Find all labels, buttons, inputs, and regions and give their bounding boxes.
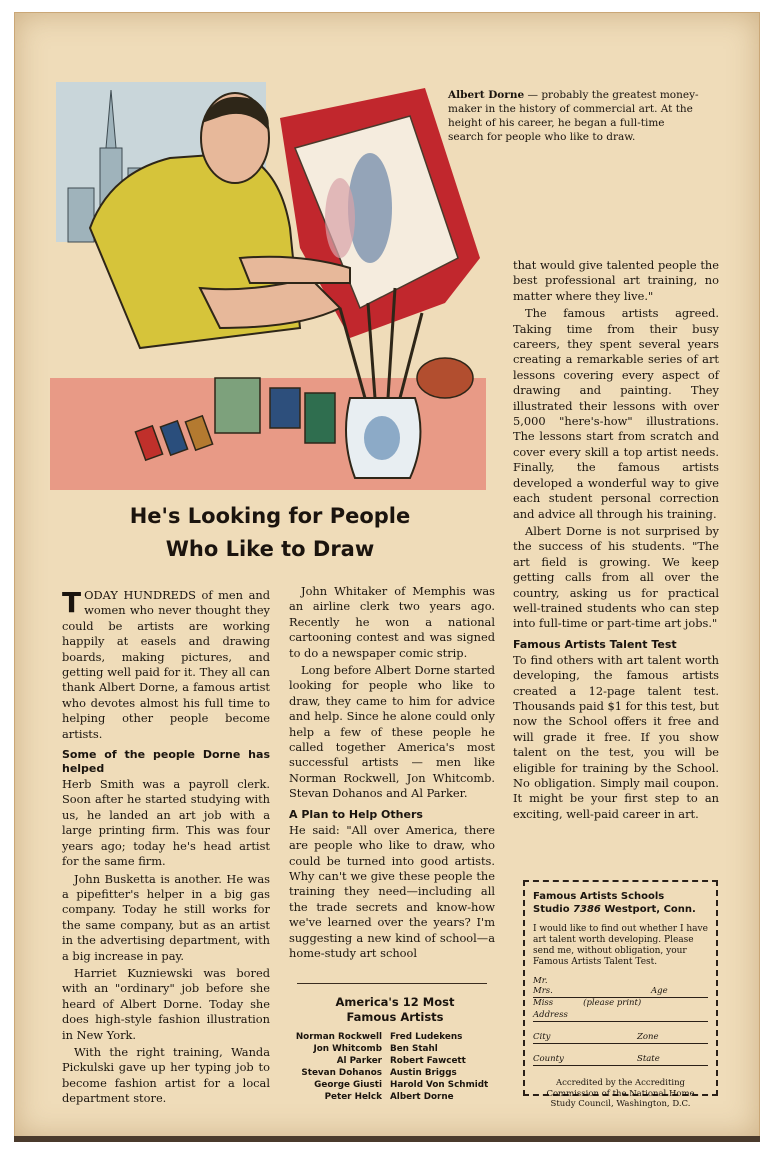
paragraph: John Busketta is another. He was a pipefitter's helper in a big gas company. Today he still works for the same company, but as an artist in the advertising department, with a big increase in pay.: [62, 871, 270, 963]
paragraph: With the right training, Wanda Pickulski gave up her typing job to become fashion artist for a local department store.: [62, 1044, 270, 1106]
paragraph: To find others with art talent worth developing, the famous artists created a 12-page talent test. Thousands paid $1 for this test, but now the School offers it free and will grade it free. If you show talent on the test, you will be eligible for training by the School. No obligation. Simply mail coupon. It might be your first step to an exciting, well-paid career in art.: [513, 652, 719, 821]
paragraph: The famous artists agreed. Taking time from their busy careers, they spent several years creating a remarkable series of art lessons covering every aspect of drawing and painting. They illustrated their lessons with over 5,000 "here's-how" illustrations. The lessons start from scratch and cover every skill a top artist needs. Finally, the famous artists developed a wonderful way to give each student personal correction and advice all through his training.: [513, 306, 719, 521]
caption-text: — probably the greatest money-maker in the history of commercial art. At the height of his career, he began a full-time search for people who like to draw.: [448, 89, 699, 143]
paragraph: Albert Dorne is not surprised by the success of his students. "The art field is growing. We keep getting calls from all over the country, asking us for practical well-trained students who can step into full-time or part-time art jobs.": [513, 523, 719, 631]
address-field[interactable]: [533, 1010, 708, 1022]
artist-name: Austin Briggs: [390, 1068, 457, 1078]
coupon-studio: [533, 903, 708, 916]
divider-rule: [297, 983, 487, 984]
paragraph: Long before Albert Dorne started looking for people who like to draw, they came to him for advice and help. Since he alone could only help a few of these people he called together America's most successful artists — men like Norman Rockwell, Jon Whitcomb. Stevan Dohanos and Al Parker.: [289, 663, 495, 801]
article-column-2: [289, 584, 495, 963]
artist-row: [282, 1031, 507, 1043]
artist-name: Stevan Dohanos: [301, 1068, 382, 1078]
artist-name: Robert Fawcett: [390, 1056, 466, 1066]
studio-prefix: Studio: [533, 904, 574, 915]
coupon-title: Famous Artists Schools: [533, 891, 665, 902]
paragraph: that would give talented people the best professional art training, no matter where they live.": [513, 258, 719, 303]
artist-row: [282, 1055, 507, 1067]
artist-row: [282, 1043, 507, 1055]
age-label: Age: [651, 986, 668, 996]
illustration-caption: [448, 88, 703, 144]
paragraph: John Whitaker of Memphis was an airline clerk two years ago. Recently he won a national cartooning contest and was signed to do a newspaper comic strip.: [289, 584, 495, 660]
miss-label: Miss: [533, 998, 554, 1008]
famous-artists-list: [282, 1031, 507, 1103]
artist-name: Al Parker: [336, 1056, 382, 1066]
article-column-1: [62, 588, 270, 1109]
artist-row: [282, 1067, 507, 1079]
headline-line-2: Who Like to Draw: [165, 537, 375, 561]
zone-label: Zone: [637, 1032, 659, 1042]
caption-name: Albert Dorne: [448, 89, 525, 101]
subheading-plan: A Plan to Help Others: [289, 807, 423, 821]
county-line[interactable]: [533, 1054, 708, 1066]
name-line[interactable]: [533, 986, 708, 998]
county-label: County: [533, 1054, 564, 1064]
mr-label: Mr.: [533, 976, 548, 986]
artist-row: [282, 1079, 507, 1091]
artist-name: Norman Rockwell: [295, 1032, 382, 1042]
subheading-talent-test: Famous Artists Talent Test: [513, 637, 677, 651]
famous-artists-title: [300, 995, 490, 1025]
article-column-3: [513, 258, 719, 824]
drop-cap: T: [62, 586, 82, 619]
city-line[interactable]: [533, 1032, 708, 1044]
artist-name: Albert Dorne: [390, 1092, 454, 1102]
headline-line-1: He's Looking for People: [129, 504, 411, 528]
intro-paragraph: [62, 588, 270, 742]
city-label: City: [533, 1032, 551, 1042]
headline: [60, 500, 480, 566]
famous-title-line-2: Famous Artists: [346, 1010, 444, 1024]
city-zone-field[interactable]: [533, 1032, 708, 1044]
studio-number: 7386: [573, 904, 601, 915]
paragraph: Herb Smith was a payroll clerk. Soon after he started studying with us, he landed an art job with a large printing firm. This was four years ago; today he's head artist for the same firm.: [62, 777, 270, 869]
artist-name: Harold Von Schmidt: [390, 1080, 489, 1090]
mail-coupon[interactable]: [523, 880, 718, 1109]
artist-name: Fred Ludekens: [390, 1032, 463, 1042]
please-print-note: (please print): [583, 998, 642, 1008]
artist-illustration: [50, 78, 486, 490]
famous-title-line-1: America's 12 Most: [335, 995, 455, 1009]
studio-location: Westport, Conn.: [600, 904, 696, 915]
coupon-body: I would like to find out whether I have art talent worth developing. Please send me, without obligation, your Famous Artists Talent Test.: [533, 924, 708, 967]
name-field[interactable]: [533, 976, 708, 1008]
intro-small-caps: ODAY HUNDREDS: [84, 588, 196, 602]
address-label: Address: [533, 1010, 568, 1020]
accreditation-note: Accredited by the Accrediting Commission of the National Home Study Council, Washington, D.C.: [546, 1078, 695, 1109]
artist-name: Ben Stahl: [390, 1044, 438, 1054]
paragraph: He said: "All over America, there are people who like to draw, who could be turned into good artists. Why can't we give these people the training they need—including all the trade secrets and know-how we've learned over the years? I'm suggesting a new kind of school—a home-study art school: [289, 822, 495, 960]
artist-row: [282, 1091, 507, 1103]
state-label: State: [637, 1054, 660, 1064]
intro-text: of men and women who never thought they could be artists are working happily at easels and drawing boards, making pictures, and getting well paid for it. They all can thank Albert Dorne, a famous artist who devotes almost his full time to helping other people become artists.: [62, 588, 270, 741]
subheading-people-helped: Some of the people Dorne has helped: [62, 748, 270, 776]
mrs-label: Mrs.: [533, 986, 553, 996]
artist-name: Peter Helck: [324, 1092, 382, 1102]
paragraph: Harriet Kuzniewski was bored with an "ordinary" job before she heard of Albert Dorne. Today she does high-style fashion illustration in New York.: [62, 965, 270, 1042]
page-edge-shadow: [14, 1136, 760, 1142]
artist-name: George Giusti: [314, 1080, 382, 1090]
artist-name: Jon Whitcomb: [313, 1044, 382, 1054]
address-line[interactable]: [533, 1010, 708, 1022]
county-state-field[interactable]: [533, 1054, 708, 1066]
